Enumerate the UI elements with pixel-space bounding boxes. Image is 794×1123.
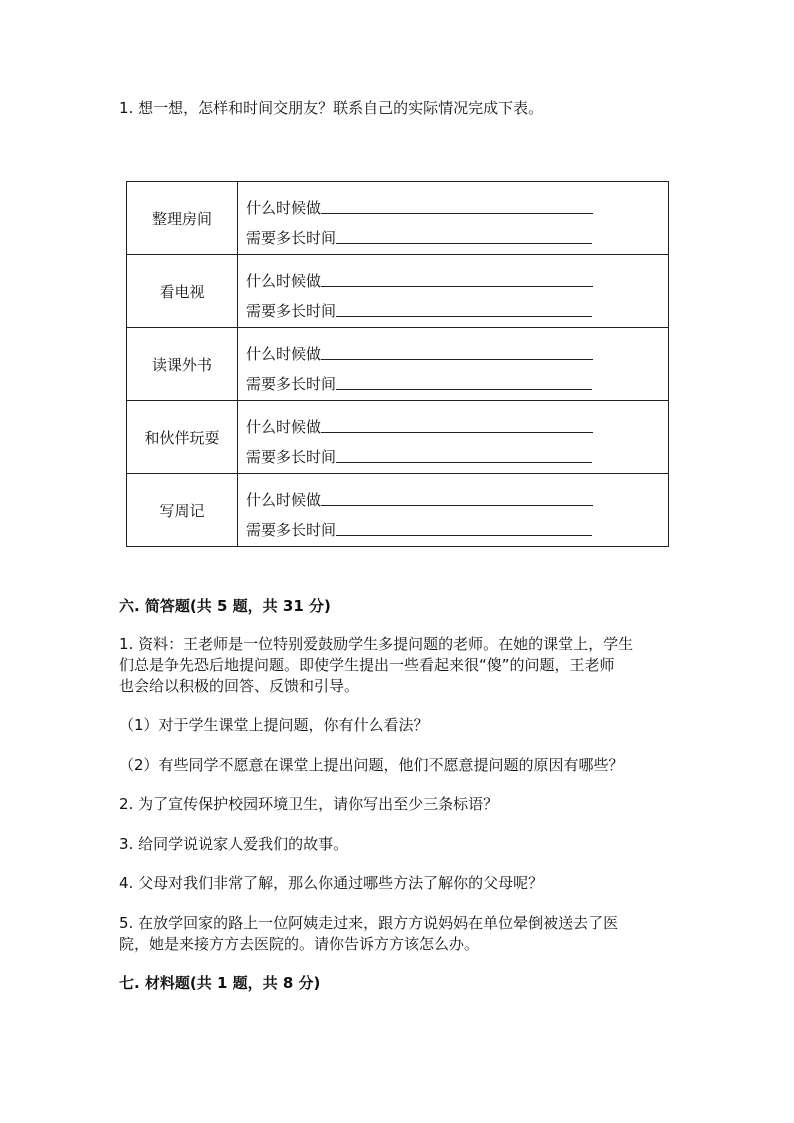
activity-cell: 看电视	[127, 255, 238, 328]
when-blank[interactable]	[321, 505, 593, 506]
duration-label: 需要多长时间	[246, 448, 337, 466]
when-blank[interactable]	[321, 359, 593, 360]
answer-cell	[238, 474, 669, 547]
answer-cell	[238, 182, 669, 255]
duration-blank[interactable]	[336, 535, 592, 536]
when-label: 什么时候做	[246, 418, 322, 436]
section-6-q5-line: 院，她是来接方方去医院的。请你告诉方方该怎么办。	[119, 935, 480, 953]
when-blank[interactable]	[321, 432, 593, 433]
answer-cell	[238, 401, 669, 474]
section-6-q4: 4. 父母对我们非常了解，那么你通过哪些方法了解你的父母呢？	[119, 874, 544, 892]
question-1-prompt: 1. 想一想，怎样和时间交朋友？联系自己的实际情况完成下表。	[119, 99, 544, 117]
duration-blank[interactable]	[336, 316, 592, 317]
duration-label: 需要多长时间	[246, 229, 337, 247]
duration-label: 需要多长时间	[246, 302, 337, 320]
section-6-heading: 六. 简答题(共 5 题，共 31 分)	[119, 597, 331, 615]
activity-cell: 写周记	[127, 474, 238, 547]
time-plan-table	[126, 181, 669, 547]
answer-cell	[238, 328, 669, 401]
duration-label: 需要多长时间	[246, 521, 337, 539]
section-6-q1-sub1: （1）对于学生课堂上提问题，你有什么看法？	[119, 716, 429, 734]
duration-blank[interactable]	[336, 389, 592, 390]
duration-blank[interactable]	[336, 243, 592, 244]
duration-blank[interactable]	[336, 462, 592, 463]
activity-cell: 整理房间	[127, 182, 238, 255]
duration-label: 需要多长时间	[246, 375, 337, 393]
table-row	[127, 474, 669, 547]
when-label: 什么时候做	[246, 272, 322, 290]
when-label: 什么时候做	[246, 345, 322, 363]
section-6-q5-line: 5. 在放学回家的路上一位阿姨走过来，跟方方说妈妈在单位晕倒被送去了医	[119, 914, 619, 932]
section-6-q1-sub2: （2）有些同学不愿意在课堂上提出问题，他们不愿意提问题的原因有哪些？	[119, 756, 624, 774]
when-blank[interactable]	[321, 286, 593, 287]
table-row	[127, 182, 669, 255]
activity-cell: 读课外书	[127, 328, 238, 401]
when-label: 什么时候做	[246, 491, 322, 509]
activity-cell: 和伙伴玩耍	[127, 401, 238, 474]
section-6-q1-line: 1. 资料：王老师是一位特别爱鼓励学生多提问题的老师。在她的课堂上，学生	[119, 635, 634, 653]
section-6-q1-line: 也会给以积极的回答、反馈和引导。	[119, 677, 360, 695]
answer-cell	[238, 255, 669, 328]
when-blank[interactable]	[321, 213, 593, 214]
section-6-q3: 3. 给同学说说家人爱我们的故事。	[119, 835, 349, 853]
table-row	[127, 401, 669, 474]
section-6-q1-line: 们总是争先恐后地提问题。即使学生提出一些看起来很“傻”的问题，王老师	[119, 656, 615, 674]
table-row	[127, 255, 669, 328]
section-7-heading: 七. 材料题(共 1 题，共 8 分)	[119, 974, 321, 992]
when-label: 什么时候做	[246, 199, 322, 217]
table-row	[127, 328, 669, 401]
section-6-q2: 2. 为了宣传保护校园环境卫生，请你写出至少三条标语？	[119, 795, 499, 813]
